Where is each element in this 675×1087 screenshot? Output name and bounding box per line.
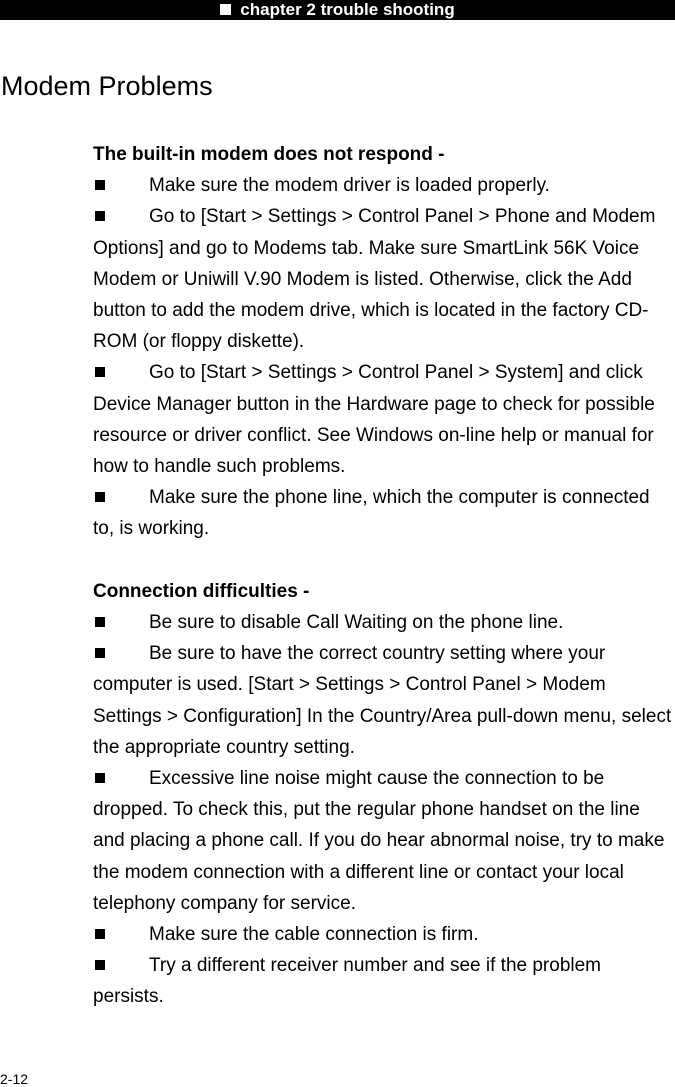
content-body	[93, 139, 675, 1013]
list-item-text: Try a different receiver number and see if the problem persists.	[93, 955, 602, 1008]
list-item-text: Go to [Start > Settings > Control Panel > System] and click Device Manager button in the Hardware page to check for possible resource or driver conflict. See Windows on-line help or manual for how to handle such problems.	[93, 362, 655, 478]
square-bullet-icon	[95, 773, 105, 783]
list-item	[93, 357, 675, 482]
list-item-text: Make sure the modem driver is loaded properly.	[149, 175, 550, 197]
list-item-text: Be sure to disable Call Waiting on the phone line.	[149, 612, 564, 634]
list-item-text: Make sure the cable connection is firm.	[149, 924, 479, 946]
square-bullet-icon	[95, 648, 105, 658]
list-item-text: Go to [Start > Settings > Control Panel > Phone and Modem Options] and go to Modems tab. Make sure SmartLink 56K Voice Modem or Uniwill V.90 Modem is listed. Otherwise, click the Add button to add the modem drive, which is located in the factory CD-ROM (or floppy diskette).	[93, 206, 656, 353]
chapter-header	[0, 0, 675, 20]
list-item	[93, 607, 675, 638]
square-bullet-icon	[95, 492, 105, 502]
square-bullet-icon	[95, 617, 105, 627]
square-bullet-icon	[220, 4, 231, 15]
chapter-title: chapter 2 trouble shooting	[240, 0, 455, 19]
list-item-text: Make sure the phone line, which the computer is connected to, is working.	[93, 487, 650, 540]
troubleshooting-section	[93, 139, 675, 545]
square-bullet-icon	[95, 929, 105, 939]
list-item	[93, 763, 675, 919]
list-item	[93, 919, 675, 950]
list-item-text: Be sure to have the correct country setting where your computer is used. [Start > Settings > Control Panel > Modem Settings > Configuration] In the Country/Area pull-down menu, select the appropriate country setting.	[93, 643, 672, 758]
square-bullet-icon	[95, 960, 105, 970]
square-bullet-icon	[95, 367, 105, 377]
list-item	[93, 201, 675, 357]
list-item	[93, 482, 675, 544]
square-bullet-icon	[95, 211, 105, 221]
page-number: 2-12	[0, 1071, 29, 1087]
page-title: Modem Problems	[1, 71, 213, 101]
list-item	[93, 950, 675, 1012]
list-item	[93, 170, 675, 201]
list-item	[93, 638, 675, 763]
square-bullet-icon	[95, 180, 105, 190]
troubleshooting-section	[93, 576, 675, 1013]
list-item-text: Excessive line noise might cause the connection to be dropped. To check this, put the regular phone handset on the line and placing a phone call. If you do hear abnormal noise, try to make the modem connection with a different line or contact your local telephony company for service.	[93, 768, 665, 914]
section-heading: The built-in modem does not respond -	[93, 144, 445, 165]
section-heading: Connection difficulties -	[93, 580, 310, 602]
